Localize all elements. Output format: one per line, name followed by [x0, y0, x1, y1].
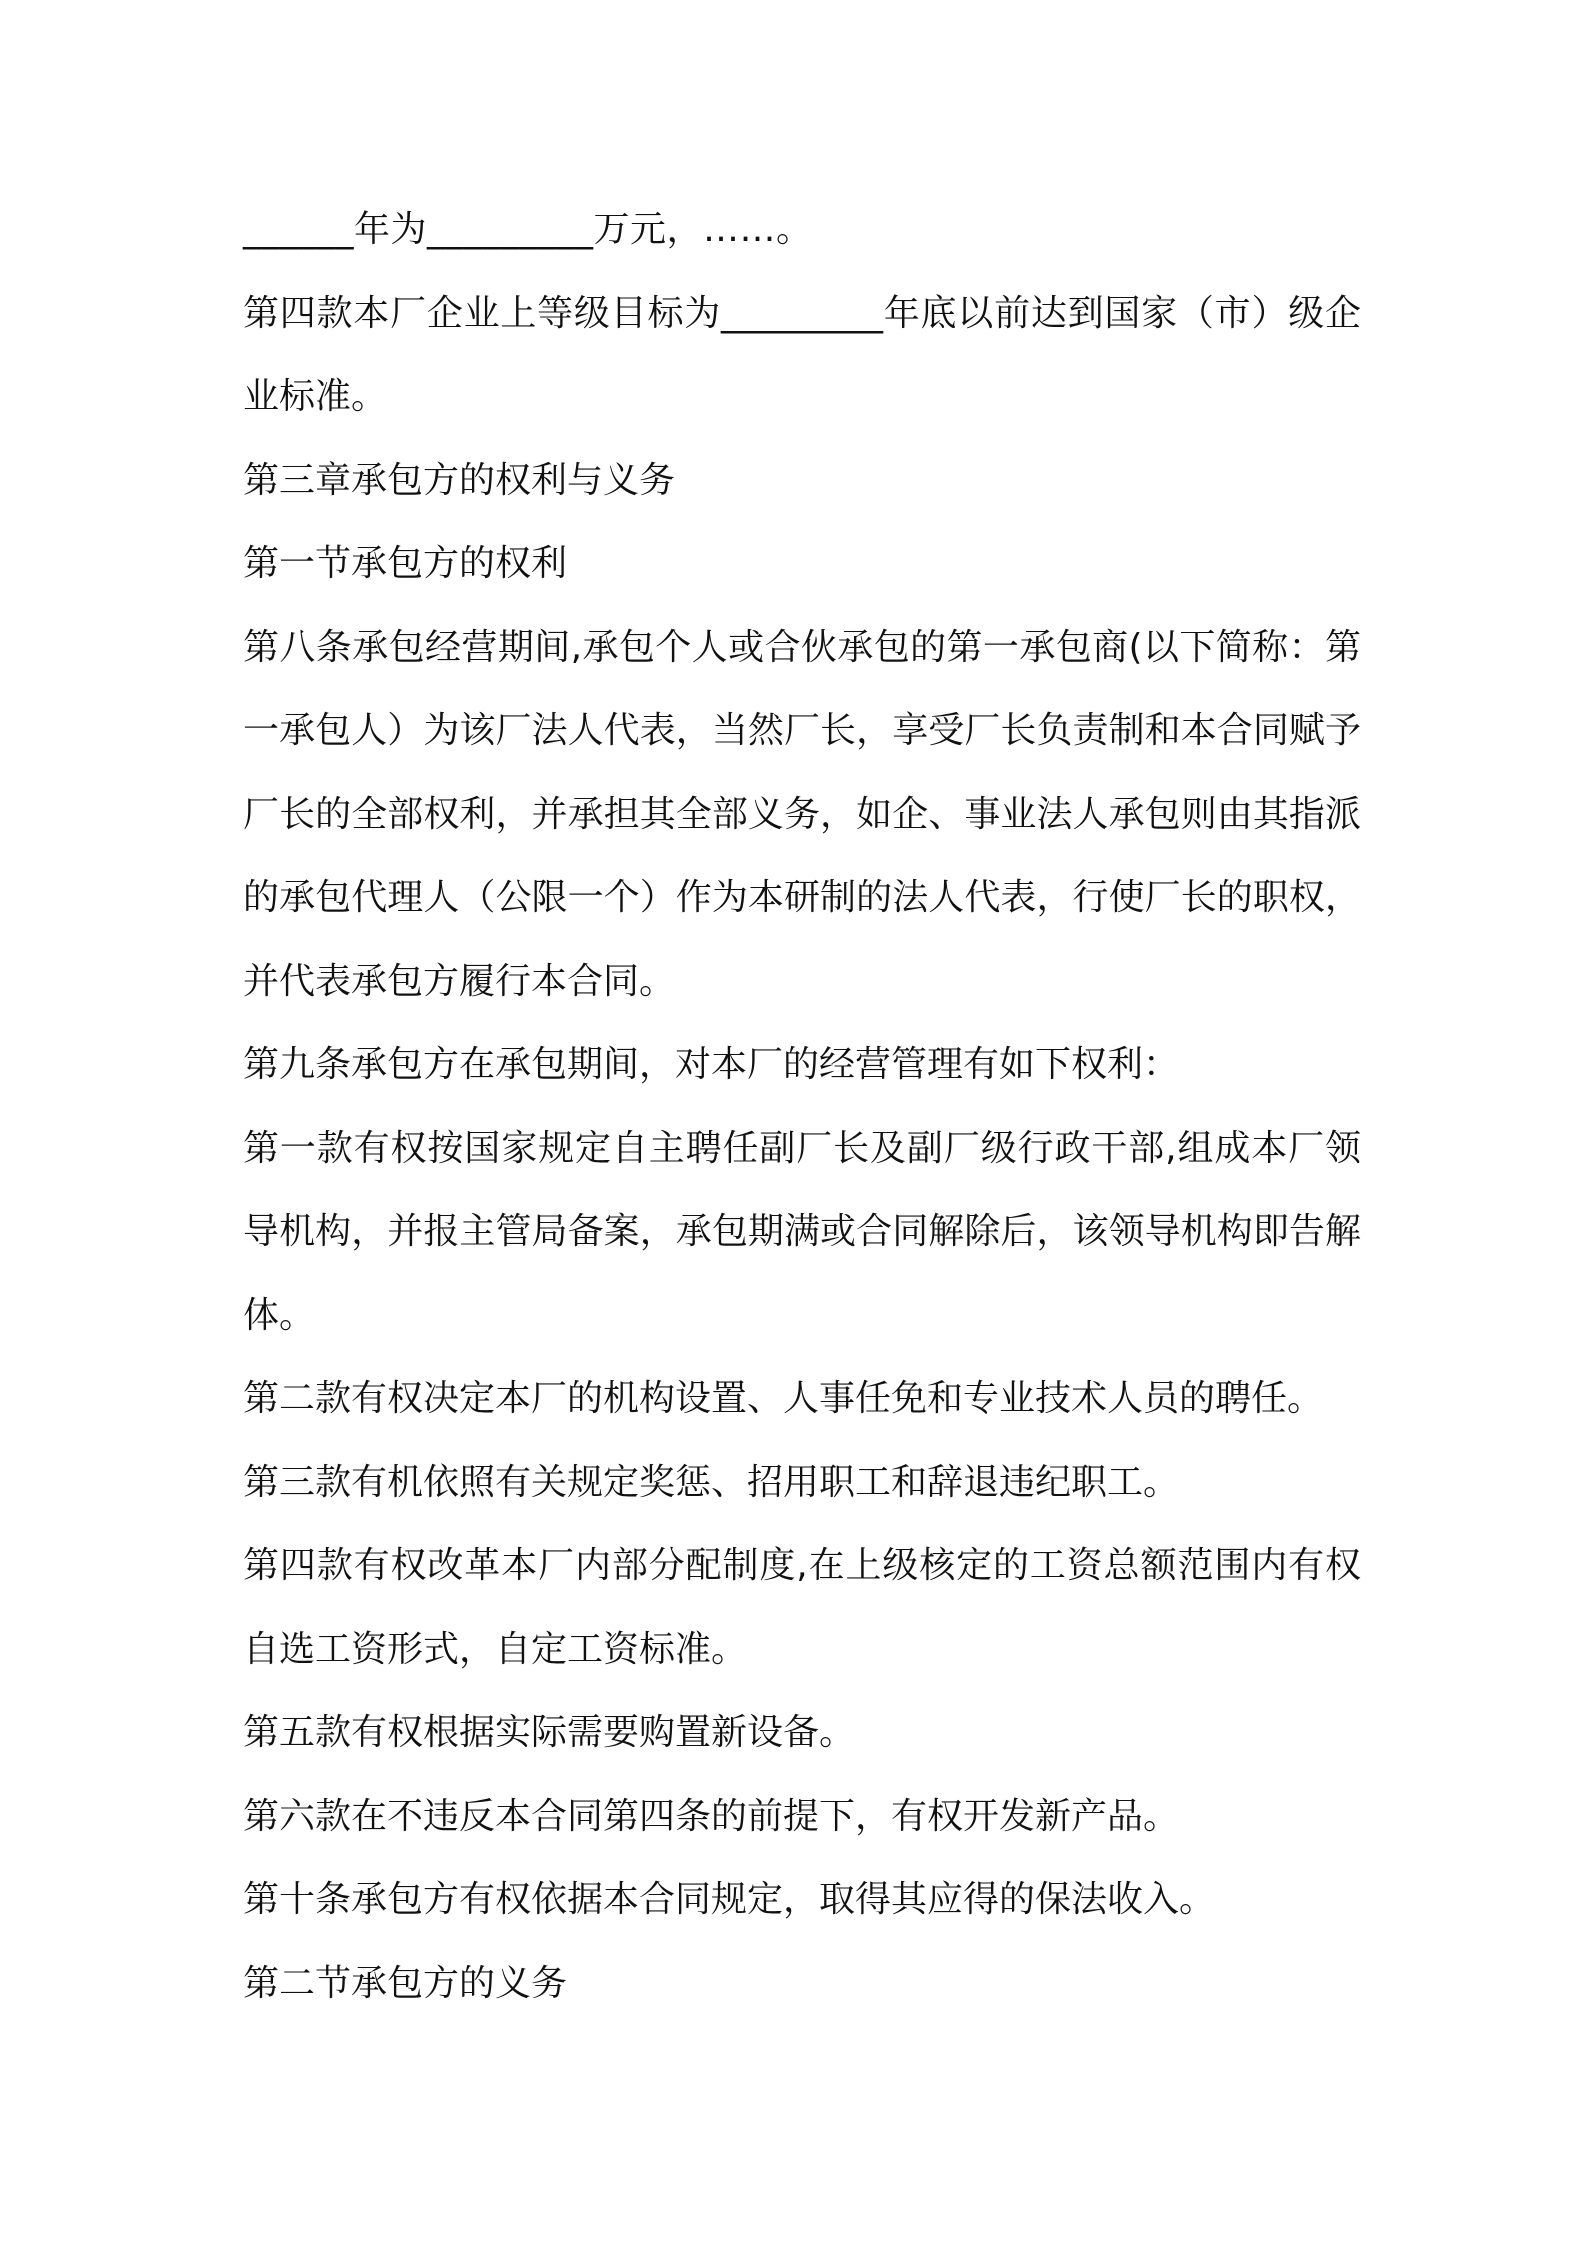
paragraph-amount-line: ______年为_________万元，……。	[243, 209, 813, 250]
article-9-clause-5: 第五款有权根据实际需要购置新设备。	[243, 1712, 856, 1753]
article-10: 第十条承包方有权依据本合同规定，取得其应得的保法收入。	[243, 1879, 1216, 1920]
article-9-clause-4: 第四款有权改革本厂内部分配制度,在上级核定的工资总额范围内有权自选工资形式，自定工资标准。	[243, 1545, 1361, 1670]
paragraph-clause-4-grade-target: 第四款本厂企业上等级目标为_________年底以前达到国家（市）级企业标准。	[243, 292, 1361, 417]
section-heading-2: 第二节承包方的义务	[243, 1962, 568, 2004]
article-9-clause-2: 第二款有权决定本厂的机构设置、人事任免和专业技术人员的聘任。	[243, 1378, 1324, 1419]
article-9: 第九条承包方在承包期间，对本厂的经营管理有如下权利：	[243, 1044, 1180, 1085]
article-8: 第八条承包经营期间,承包个人或合伙承包的第一承包商(以下简称：第一承包人）为该厂法人代表，当然厂长，享受厂长负责制和本合同赋予厂长的全部权利，并承担其全部义务，如企、事业法人承包则由其指派的承包代理人（公限一个）作为本研制的法人代表，行使厂长的职权，并代表承包方履行本合同。	[243, 626, 1361, 1002]
chapter-heading-3: 第三章承包方的权利与义务	[243, 459, 676, 501]
article-9-clause-6: 第六款在不违反本合同第四条的前提下，有权开发新产品。	[243, 1795, 1180, 1837]
article-9-clause-1: 第一款有权按国家规定自主聘任副厂长及副厂级行政干部,组成本厂领导机构，并报主管局备案，承包期满或合同解除后，该领导机构即告解体。	[243, 1127, 1361, 1336]
article-9-clause-3: 第三款有机依照有关规定奖惩、招用职工和辞退违纪职工。	[243, 1461, 1180, 1503]
document-body	[243, 188, 1361, 2025]
section-heading-1: 第一节承包方的权利	[243, 543, 568, 584]
